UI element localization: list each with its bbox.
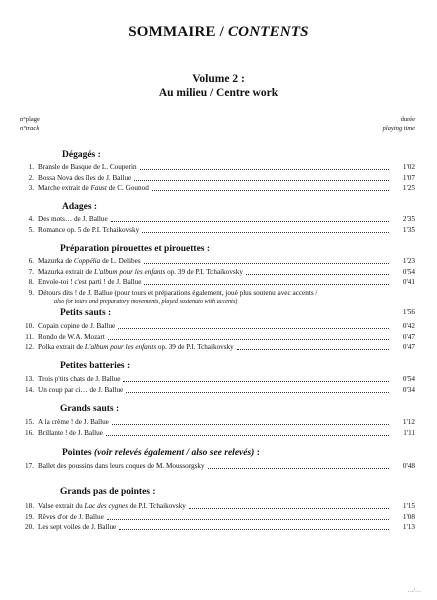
track-title-part: Envole-toi ! c'est parti ! de J. Ballue (38, 278, 142, 286)
dot-leader (108, 339, 389, 340)
track-title-part: op. 39 de P.I. Tchaikovsky (156, 343, 234, 351)
section-heading (62, 202, 97, 212)
track-title-part: de P.I. Tchaikovsky (128, 502, 186, 510)
track-number: 9. (28, 288, 34, 297)
track-row (18, 277, 415, 287)
track-number: 20. (25, 523, 34, 531)
track-title-italic: L'album pour les enfants (94, 267, 166, 276)
track-label-fr: n°plage (20, 116, 40, 123)
section-title: Grands sauts : (60, 404, 120, 414)
volume-heading (0, 72, 437, 100)
section-heading (60, 244, 210, 254)
track-title (38, 225, 139, 235)
duration-column-header (383, 115, 415, 133)
dot-leader (144, 284, 389, 285)
section-title: Grands pas de pointes : (60, 487, 156, 497)
continued-marker: …/… (407, 588, 421, 594)
track-number: 3. (28, 184, 34, 192)
track-title-part: A la crème ! de J. Ballue (38, 418, 109, 426)
section-heading (60, 404, 119, 414)
track-title (38, 428, 103, 438)
track-row (18, 173, 415, 183)
dot-leader (189, 508, 389, 509)
track-title (38, 277, 142, 287)
section-heading (62, 448, 260, 458)
section-title-note: (voir relevés également / also see relevés) (93, 448, 255, 458)
page-title (0, 24, 437, 41)
track-row (18, 162, 415, 172)
track-number: 18. (25, 502, 34, 510)
section-heading (60, 487, 156, 497)
track-title-part: Copain copine de J. Ballue (38, 322, 116, 330)
section-title: Petites batteries : (60, 361, 131, 371)
track-title-italic: Coppélia (73, 257, 101, 265)
track-title (38, 267, 243, 277)
track-number: 14. (25, 385, 34, 394)
track-title (38, 332, 105, 342)
volume-label: Volume 2 : (192, 73, 245, 85)
track-duration: 1'56 (402, 308, 415, 316)
title-main: SOMMAIRE / (128, 24, 224, 40)
track-title (38, 183, 149, 193)
dot-leader (111, 221, 389, 222)
track-duration: 1'15 (402, 502, 415, 510)
dot-leader (106, 435, 389, 436)
dot-leader (123, 381, 389, 382)
track-row (18, 385, 415, 395)
track-title (38, 512, 104, 522)
track-duration: 1'11 (403, 428, 415, 437)
track-number: 16. (25, 428, 34, 437)
track-title-part: Détours dits ! de J. Ballue (pour tours et préparations également, joué plus soutenu avec accents / (38, 288, 318, 297)
track-title (38, 461, 205, 471)
track-title-part: de C. Gounod (106, 184, 149, 192)
track-duration: 1'08 (402, 512, 415, 521)
track-title (38, 162, 137, 172)
track-row (18, 214, 415, 224)
section-title: Dégagés : (62, 150, 101, 160)
track-title (38, 522, 116, 532)
section-title: Petits sauts : (60, 308, 112, 318)
track-title (38, 501, 186, 511)
track-title-part: de L. Delibes (100, 257, 141, 265)
volume-subtitle: Au milieu / Centre work (158, 87, 279, 99)
track-column-header (20, 115, 40, 133)
track-duration: 1'02 (402, 163, 415, 171)
track-duration: 1'12 (402, 418, 415, 426)
track-duration: 1'35 (402, 225, 415, 234)
track-duration: 0'42 (402, 322, 415, 330)
dot-leader (142, 232, 389, 233)
track-row (18, 332, 415, 342)
track-row (18, 461, 415, 471)
dot-leader (246, 274, 389, 275)
track-number: 13. (25, 375, 34, 383)
track-duration: 1'07 (402, 173, 415, 182)
track-row (18, 417, 415, 427)
track-title (38, 214, 108, 224)
track-title-part: Romance op. 5 de P.I. Tchaikovsky (38, 225, 140, 234)
dot-leader (126, 392, 389, 393)
track-number: 6. (28, 257, 34, 265)
track-row (18, 256, 415, 266)
track-row (18, 321, 415, 331)
dot-leader (107, 519, 389, 520)
track-title-part: Mazurka extrait de (38, 267, 95, 276)
dot-leader (118, 328, 389, 329)
dot-leader (134, 180, 389, 181)
track-title-part: Les sept voiles de J. Ballue (38, 523, 117, 531)
track-title (38, 417, 109, 427)
track-title-part: op. 39 de P.I. Tchaikovsky (165, 267, 243, 276)
track-title-part: Rondo de W.A. Mozart (38, 332, 105, 341)
track-title-part: Trois p'tits chats de J. Ballue (38, 375, 121, 383)
track-duration: 0'48 (402, 462, 415, 470)
track-row (18, 428, 415, 438)
track-title-part: Des mots… de J. Ballue (38, 215, 108, 223)
track-number: 19. (25, 512, 34, 521)
track-duration: 1'13 (402, 523, 415, 531)
section-title: Pointes (62, 448, 94, 458)
dot-leader (237, 349, 389, 350)
track-number: 10. (25, 322, 34, 330)
track-row (18, 501, 415, 511)
track-title (38, 321, 115, 331)
track-note-text: also for tours and preparatory movements, played sostenuto with accents) (54, 298, 238, 305)
track-title (38, 342, 234, 352)
track-title-part: Bransle de Basque de L. Couperin (38, 163, 137, 171)
track-duration: 0'47 (402, 332, 415, 341)
track-title-part: Valse extrait du (38, 502, 85, 510)
track-title-part: Un coup par ci… de J. Ballue (38, 385, 124, 394)
track-duration: 1'23 (402, 257, 415, 265)
section-title: Adages : (62, 202, 98, 212)
section-heading (60, 361, 130, 371)
track-row (18, 183, 415, 193)
section-title: Préparation pirouettes et pirouettes : (60, 244, 211, 254)
track-duration: 0'54 (402, 267, 415, 276)
duration-label-en: playing time (382, 125, 415, 132)
track-number: 15. (25, 418, 34, 426)
track-title-italic: Lac des cygnes (84, 502, 129, 510)
dot-leader (208, 468, 389, 469)
duration-label-fr: durée (400, 116, 415, 123)
track-note (54, 297, 237, 306)
track-number: 1. (28, 163, 34, 171)
track-duration: 1'25 (402, 184, 415, 192)
track-number: 12. (25, 343, 34, 351)
track-number: 2. (28, 173, 34, 182)
dot-leader (152, 190, 389, 191)
dot-leader (112, 424, 389, 425)
track-title (38, 385, 123, 395)
track-number: 5. (28, 225, 34, 234)
track-row (18, 267, 415, 277)
track-number: 4. (28, 215, 34, 223)
track-title-part: Rêves d'or de J. Ballue (38, 512, 104, 521)
section-title-end: : (254, 448, 260, 458)
track-row (18, 522, 415, 532)
dot-leader (119, 529, 389, 530)
track-duration: 0'54 (402, 375, 415, 383)
track-row (18, 225, 415, 235)
track-title-part: Mazurka de (38, 257, 74, 265)
track-title-italic: Faust (90, 184, 107, 192)
track-title-part: Brillante ! de J. Ballue (38, 428, 103, 437)
section-heading (62, 150, 101, 160)
track-label-en: n°track (20, 125, 40, 132)
track-number: 7. (28, 267, 34, 276)
track-title (38, 288, 317, 298)
track-duration: 0'34 (402, 385, 415, 394)
track-duration: 0'41 (402, 278, 415, 286)
track-title (38, 256, 141, 266)
track-duration: 2'35 (402, 215, 415, 223)
track-duration: 0'47 (402, 343, 415, 351)
track-title (38, 173, 131, 183)
section-heading (60, 308, 111, 318)
track-title (38, 374, 121, 384)
track-row (18, 512, 415, 522)
track-number: 11. (25, 332, 34, 341)
track-row (18, 288, 415, 298)
title-italic: CONTENTS (227, 24, 309, 40)
track-row (18, 342, 415, 352)
track-title-part: Polka extrait de (38, 343, 85, 351)
track-title-part: Marche extrait de (38, 184, 91, 192)
track-number: 17. (25, 462, 34, 470)
track-title-part: Bossa Nova des îles de J. Ballue (38, 173, 132, 182)
dot-leader (144, 263, 389, 264)
track-title-italic: L'album pour les enfants (84, 343, 157, 351)
track-title-part: Ballet des poussins dans leurs coques de M. Moussorgsky (38, 462, 205, 470)
dot-leader (140, 169, 389, 170)
track-row (18, 374, 415, 384)
track-number: 8. (28, 278, 34, 286)
